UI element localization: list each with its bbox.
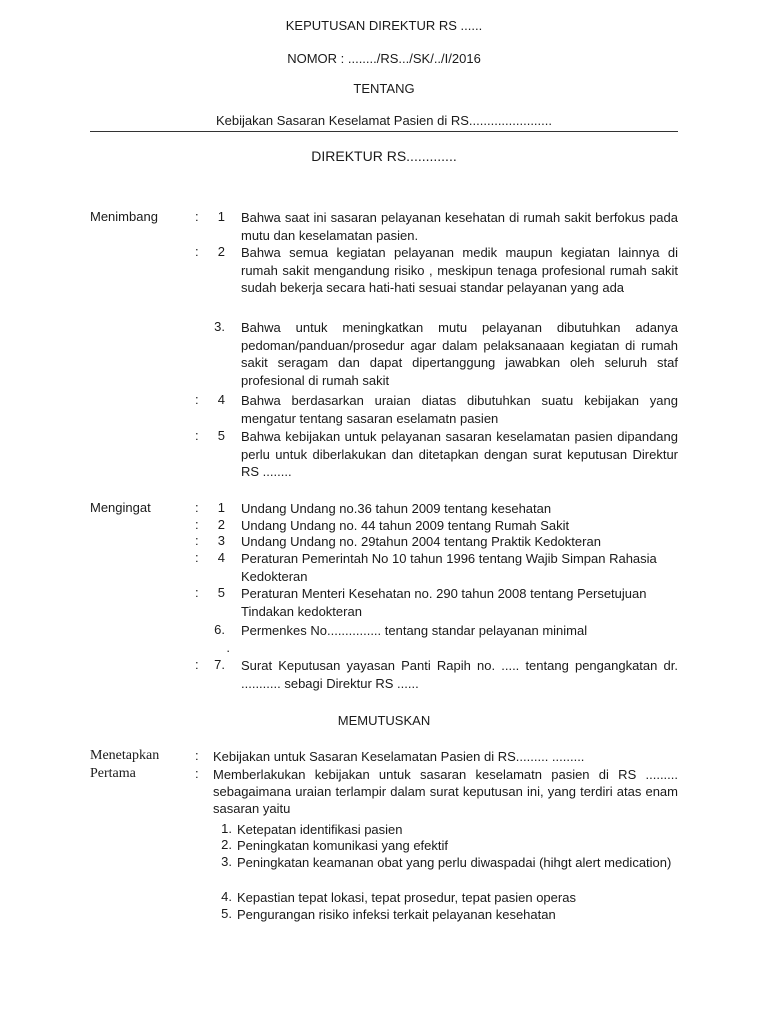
item-text: Surat Keputusan yayasan Panti Rapih no. ..... tentang pengangkatan dr. ........... sebagi Direktur RS ......	[241, 658, 678, 691]
item-text: Bahwa berdasarkan uraian diatas dibutuhkan suatu kebijakan yang mengatur tentang sasaran eselamatn pasien	[241, 393, 678, 426]
pertama-text: Memberlakukan kebijakan untuk sasaran keselamatn pasien di RS ......... sebagaimana uraian terlampir dalam surat keputusan ini, yang terdiri atas enam sasaran yaitu	[213, 767, 678, 816]
item-colon: :	[195, 500, 199, 515]
item-text: Kepastian tepat lokasi, tepat prosedur, tepat pasien operas	[237, 890, 576, 905]
item-number: 1	[217, 500, 225, 515]
item-number: 1	[217, 209, 225, 224]
item-colon: :	[195, 517, 199, 532]
item-text: Bahwa semua kegiatan pelayanan medik maupun kegiatan lainnya di rumah sakit mengandung risiko , meskipun tenaga profesional rumah sakit sudah bekerja secara hati-hati sesuai standar pelayanan yang ada	[241, 245, 678, 295]
item-text: Pengurangan risiko infeksi terkait pelayanan kesehatan	[237, 907, 556, 922]
item-number: 2	[217, 517, 225, 532]
pertama-colon: :	[195, 766, 199, 781]
item-number: 2	[217, 244, 225, 259]
item-text: Permenkes No............... tentang standar pelayanan minimal	[241, 623, 588, 638]
document-title: KEPUTUSAN DIREKTUR RS ......	[285, 18, 483, 33]
item-text: Bahwa untuk meningkatkan mutu pelayanan dibutuhkan adanya pedoman/panduan/prosedur agar dalam pelaksanaaan kegiatan di rumah sakit seragam dan dapat dipertanggung jawabkan oleh seluruh staf profesional di rumah sakit	[241, 320, 678, 388]
menimbang-label: Menimbang	[90, 209, 158, 224]
item-number: 5.	[221, 906, 232, 921]
item-number: 7.	[214, 657, 225, 672]
item-number: 1.	[221, 821, 232, 836]
item-number: 4.	[221, 889, 232, 904]
item-number: 3	[217, 533, 225, 548]
item-text: Undang Undang no. 44 tahun 2009 tentang Rumah Sakit	[241, 518, 570, 533]
item-text: Ketepatan identifikasi pasien	[237, 822, 403, 837]
item-number: 5	[217, 585, 225, 600]
item-colon: :	[195, 533, 199, 548]
item-text: Undang Undang no.36 tahun 2009 tentang kesehatan	[241, 501, 552, 516]
item-text: Bahwa saat ini sasaran pelayanan kesehatan di rumah sakit berfokus pada mutu dan keselamatan pasien.	[241, 210, 678, 243]
item-text: Peraturan Menteri Kesehatan no. 290 tahun 2008 tentang Persetujuan Tindakan kedokteran	[241, 586, 647, 619]
item-text: Peraturan Pemerintah No 10 tahun 1996 tentang Wajib Simpan Rahasia Kedokteran	[241, 551, 657, 584]
item-text: Peningkatan keamanan obat yang perlu diwaspadai (hihgt alert medication)	[237, 855, 672, 870]
item-number: 3.	[214, 319, 225, 334]
about-heading: TENTANG	[353, 81, 415, 96]
item-colon: :	[195, 585, 199, 600]
item-colon: :	[195, 244, 199, 259]
item-number: 4	[217, 392, 225, 407]
memutuskan-heading: MEMUTUSKAN	[337, 713, 431, 728]
item-text: Bahwa kebijakan untuk pelayanan sasaran keselamatan pasien dipandang perlu untuk diberlakukan dan ditetapkan dengan surat keputusan Direktur RS ........	[241, 429, 678, 479]
subject-line: Kebijakan Sasaran Keselamat Pasien di RS.......................	[216, 113, 552, 128]
director-heading: DIREKTUR RS.............	[311, 148, 457, 164]
item-colon: :	[195, 657, 199, 672]
document-number: NOMOR : ......../RS.../SK/../I/2016	[287, 51, 481, 66]
item-number: 6.	[214, 622, 225, 637]
item-colon: :	[195, 550, 199, 565]
header-divider	[90, 131, 678, 132]
item-number: 2.	[221, 837, 232, 852]
stray-dot: .	[226, 640, 230, 655]
item-colon: :	[195, 392, 199, 407]
mengingat-label: Mengingat	[90, 500, 151, 515]
menetapkan-text: Kebijakan untuk Sasaran Keselamatan Pasien di RS......... .........	[213, 749, 585, 764]
item-colon: :	[195, 428, 199, 443]
item-text: Peningkatan komunikasi yang efektif	[237, 838, 449, 853]
item-number: 4	[217, 550, 225, 565]
menetapkan-label: Menetapkan	[90, 748, 160, 763]
item-colon: :	[195, 209, 199, 224]
item-text: Undang Undang no. 29tahun 2004 tentang Praktik Kedokteran	[241, 534, 601, 549]
item-number: 5	[217, 428, 225, 443]
menetapkan-colon: :	[195, 748, 199, 763]
pertama-label: Pertama	[90, 766, 136, 781]
item-number: 3.	[221, 854, 232, 869]
